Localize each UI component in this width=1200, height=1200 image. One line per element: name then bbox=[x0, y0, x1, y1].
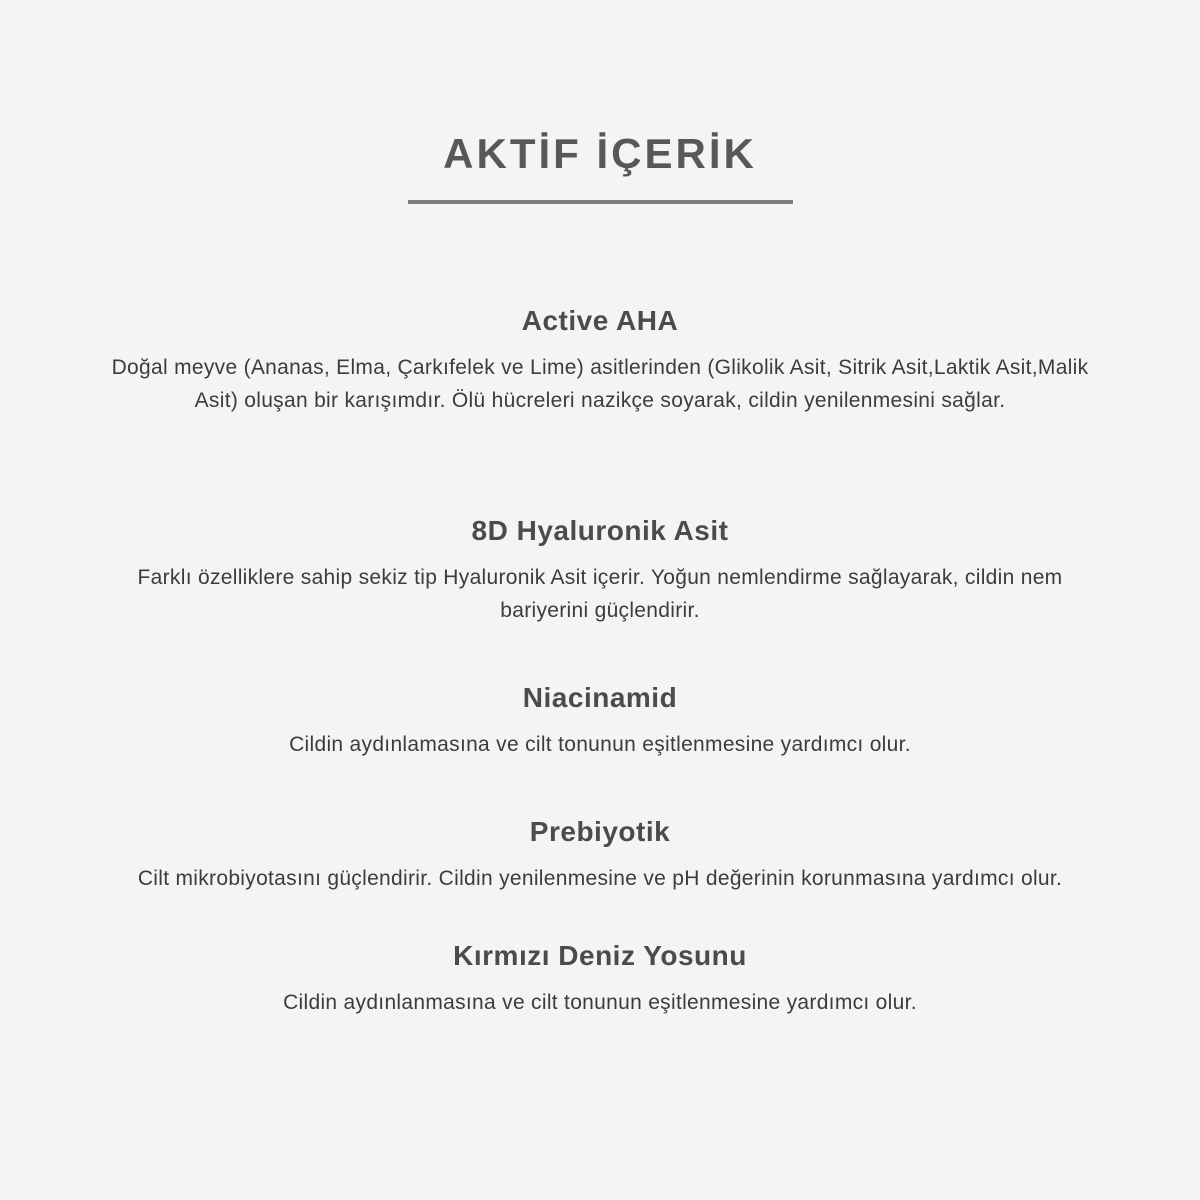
section-heading: Kırmızı Deniz Yosunu bbox=[453, 940, 747, 971]
section-red-sea-algae bbox=[105, 940, 1095, 1019]
section-hyaluronic-acid bbox=[105, 515, 1095, 627]
section-body: Farklı özelliklere sahip sekiz tip Hyaluronik Asit içerir. Yoğun nemlendirme sağlayarak, cildin nem bariyerini güçlendirir. bbox=[137, 566, 1063, 622]
section-heading: Prebiyotik bbox=[529, 816, 671, 847]
sections-list bbox=[0, 305, 1200, 1019]
title-underline-divider bbox=[408, 200, 793, 204]
section-prebiyotik bbox=[105, 816, 1095, 895]
section-heading: 8D Hyaluronik Asit bbox=[471, 515, 729, 546]
section-active-aha bbox=[105, 305, 1095, 417]
section-body: Cilt mikrobiyotasını güçlendirir. Cildin yenilenmesine ve pH değerinin korunmasına yardımcı olur. bbox=[137, 867, 1063, 890]
section-heading: Niacinamid bbox=[522, 682, 678, 713]
page-title: AKTİF İÇERİK bbox=[443, 130, 757, 177]
title-block bbox=[0, 130, 1200, 204]
section-body: Doğal meyve (Ananas, Elma, Çarkıfelek ve Lime) asitlerinden (Glikolik Asit, Sitrik Asit,Laktik Asit,Malik Asit) oluşan bir karışımdır. Ölü hücreleri nazikçe soyarak, cildin yenilenmesini sağlar. bbox=[111, 356, 1089, 412]
section-body: Cildin aydınlamasına ve cilt tonunun eşitlenmesine yardımcı olur. bbox=[289, 733, 911, 756]
section-niacinamid bbox=[105, 682, 1095, 761]
section-body: Cildin aydınlanmasına ve cilt tonunun eşitlenmesine yardımcı olur. bbox=[283, 991, 917, 1014]
section-heading: Active AHA bbox=[521, 305, 679, 336]
